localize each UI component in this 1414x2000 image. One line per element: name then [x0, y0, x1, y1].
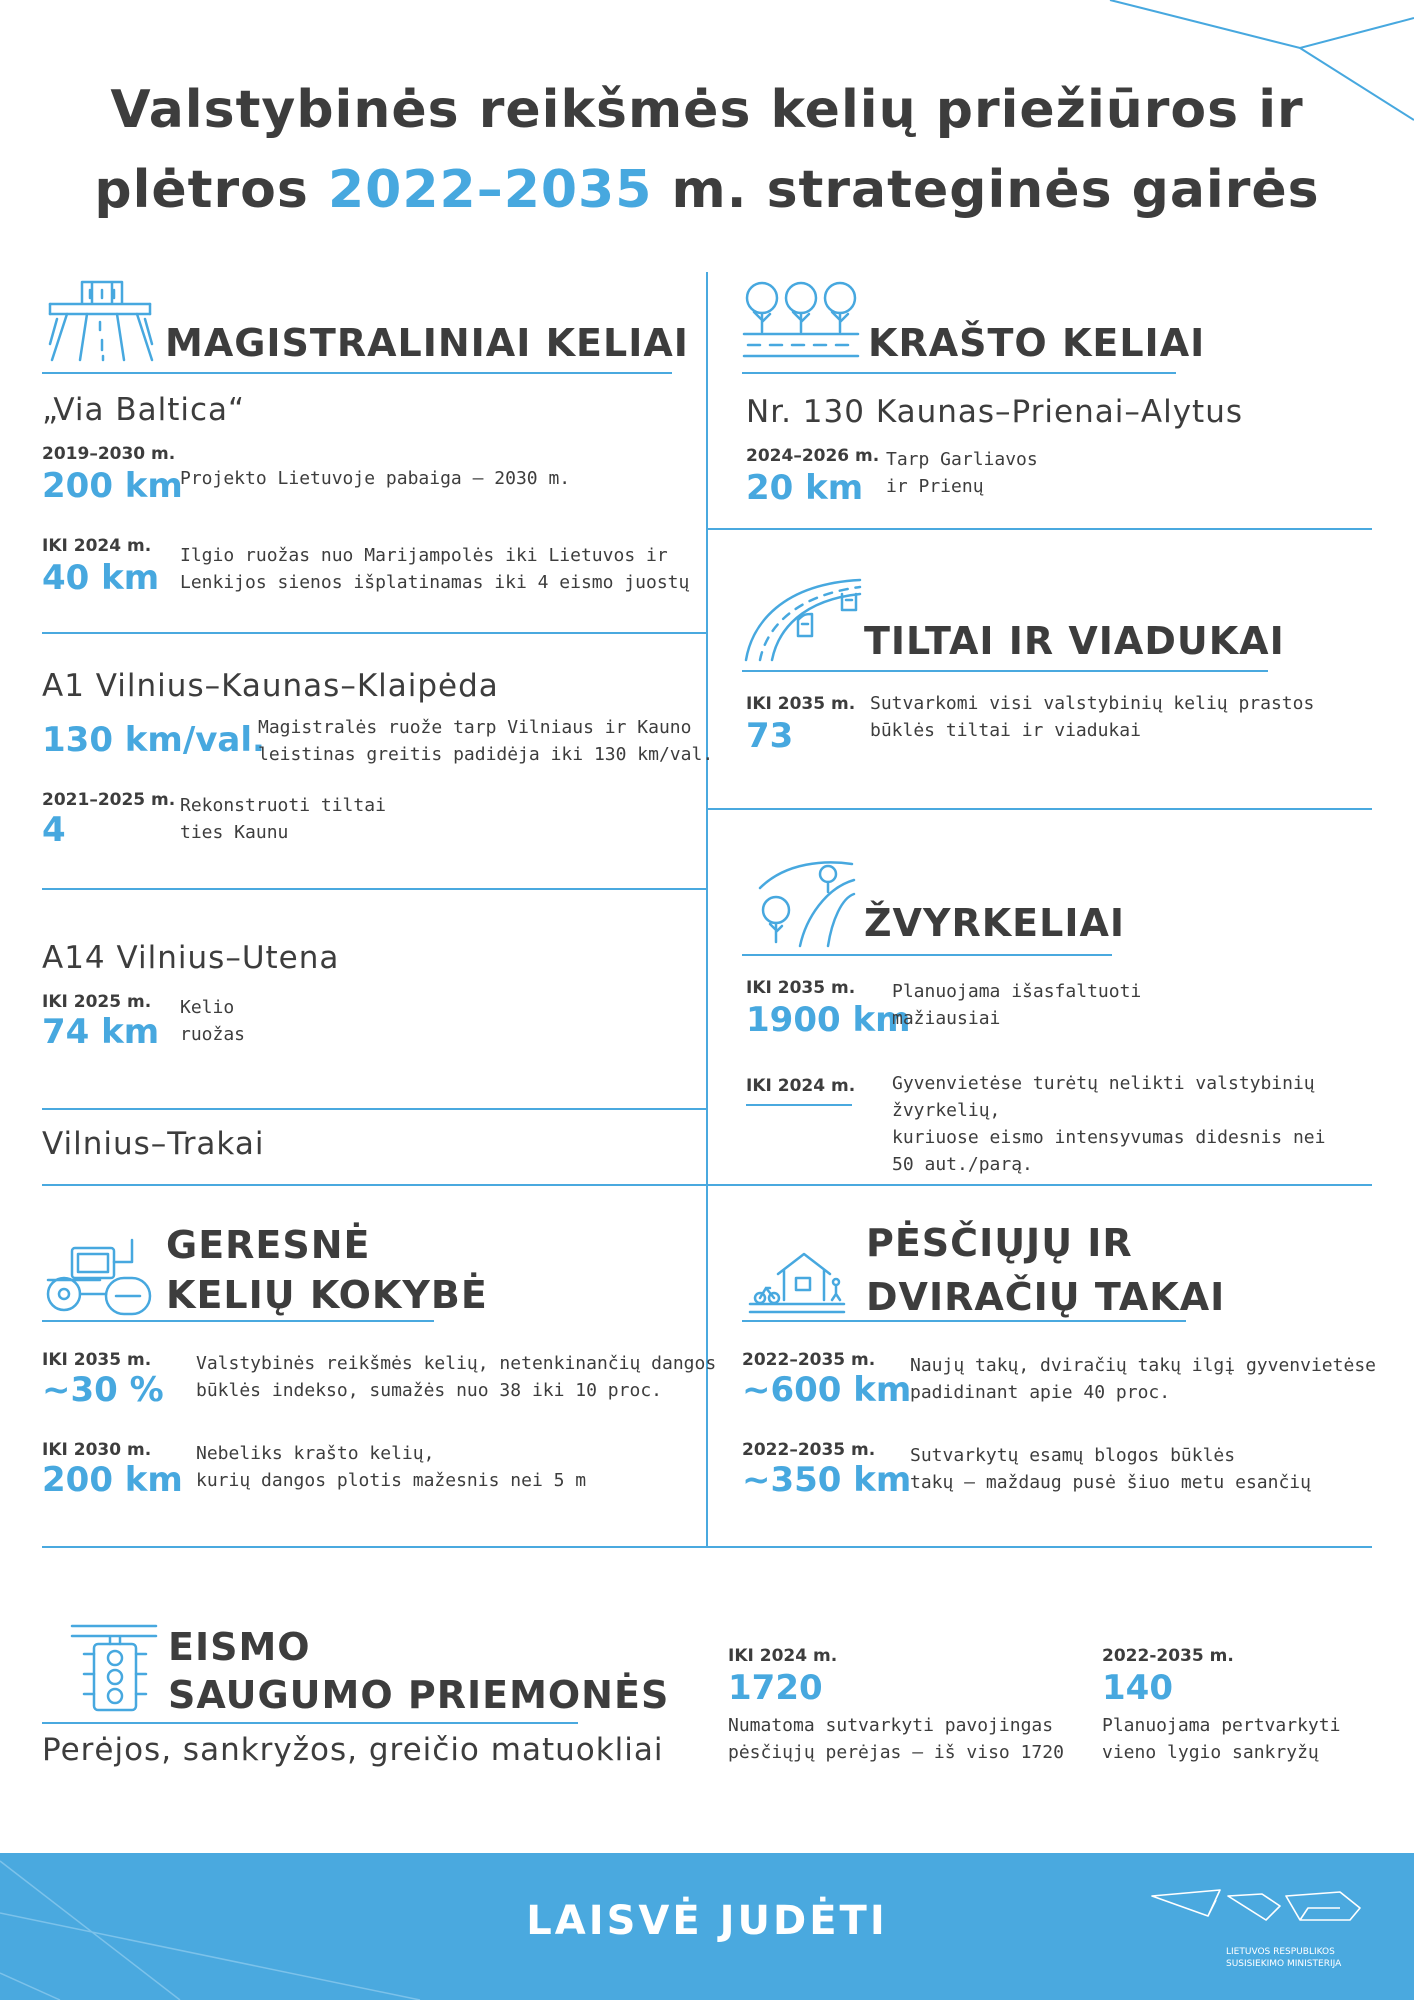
divider-a14	[42, 1108, 706, 1110]
a1-speed-desc: Magistralės ruože tarp Vilniaus ir Kauno leistinas greitis padidėja iki 130 km/val.	[258, 717, 714, 765]
takai-desc-2: Sutvarkytų esamų blogos būklės takų – maždaug pusė šiuo metu esančių	[910, 1445, 1311, 1493]
a1-desc: Rekonstruoti tiltai ties Kaunu	[180, 795, 386, 843]
takai-value-2: ~350 km	[742, 1460, 912, 1500]
kokybe-underline	[42, 1320, 434, 1322]
via-baltica-year-2: IKI 2024 m.	[42, 536, 152, 556]
takai-year-2: 2022–2035 m.	[742, 1440, 876, 1460]
title-post: m. strateginės gairės	[652, 160, 1320, 220]
krasto-title: KRAŠTO KELIAI	[868, 321, 1206, 365]
eismo-desc-1: Numatoma sutvarkyti pavojingas pėsčiųjų perėjas – iš viso 1720	[728, 1715, 1064, 1763]
takai-desc-1: Naujų takų, dviračių takų ilgį gyvenvietėse padidinant apie 40 proc.	[910, 1355, 1376, 1403]
trakai-name: Vilnius–Trakai	[42, 1126, 265, 1162]
takai-title-1: PĖSČIŲJŲ IR	[866, 1221, 1133, 1265]
kokybe-year-2: IKI 2030 m.	[42, 1440, 152, 1460]
ministry-logo-icon	[1150, 1886, 1366, 1936]
a14-value: 74 km	[42, 1012, 160, 1052]
title-line1: Valstybinės reikšmės kelių priežiūros ir	[110, 80, 1304, 140]
zvyrkeliai-underline	[742, 954, 1112, 956]
pedestrian-bike-icon	[748, 1244, 848, 1316]
via-baltica-name: „Via Baltica“	[42, 392, 246, 428]
a14-name: A14 Vilnius–Utena	[42, 940, 340, 976]
title-pre: plėtros	[94, 160, 328, 220]
via-baltica-value-2: 40 km	[42, 558, 160, 598]
zvyrkeliai-year-1: IKI 2035 m.	[746, 978, 856, 998]
page-title	[0, 70, 1414, 230]
eismo-year-1: IKI 2024 m.	[728, 1646, 838, 1666]
gravel-road-icon	[756, 858, 856, 948]
traffic-light-icon	[70, 1624, 160, 1714]
kokybe-desc-2: Nebeliks krašto kelių, kurių dangos plotis mažesnis nei 5 m	[196, 1443, 587, 1491]
title-years: 2022–2035	[327, 160, 653, 220]
takai-year-1: 2022–2035 m.	[742, 1350, 876, 1370]
highway-icon	[42, 274, 157, 364]
krasto-road: Nr. 130 Kaunas–Prienai–Alytus	[746, 394, 1243, 430]
via-baltica-year-1: 2019–2030 m.	[42, 444, 176, 464]
a1-value: 4	[42, 810, 66, 850]
eismo-title-2: SAUGUMO PRIEMONĖS	[168, 1673, 670, 1717]
takai-value-1: ~600 km	[742, 1370, 912, 1410]
takai-underline	[742, 1320, 1186, 1322]
via-baltica-desc-1: Projekto Lietuvoje pabaiga – 2030 m.	[180, 468, 571, 489]
zvyrkeliai-title: ŽVYRKELIAI	[864, 901, 1126, 945]
kokybe-value-2: 200 km	[42, 1460, 183, 1500]
divider-a1	[42, 888, 706, 890]
kokybe-title-2: KELIŲ KOKYBĖ	[166, 1273, 488, 1317]
zvyrkeliai-desc-2: Gyvenvietėse turėtų nelikti valstybinių žvyrkelių, kuriuose eismo intensyvumas didesnis nei 50 aut./parą.	[892, 1073, 1326, 1175]
via-baltica-value-1: 200 km	[42, 466, 183, 506]
tiltai-year: IKI 2035 m.	[746, 694, 856, 714]
eismo-year-2: 2022-2035 m.	[1102, 1646, 1234, 1666]
kokybe-value-1: ~30 %	[42, 1370, 164, 1410]
krasto-desc: Tarp Garliavos ir Prienų	[886, 449, 1038, 497]
footer-slogan: LAISVĖ JUDĖTI	[526, 1898, 888, 1944]
eismo-value-2: 140	[1102, 1668, 1173, 1708]
divider-trakai	[42, 1184, 1372, 1186]
krasto-value: 20 km	[746, 468, 864, 508]
divider-tiltai	[706, 808, 1372, 810]
road-roller-icon	[44, 1234, 156, 1318]
via-baltica-desc-2: Ilgio ruožas nuo Marijampolės iki Lietuvos ir Lenkijos sienos išplatinamas iki 4 eismo juostų	[180, 545, 690, 593]
magistral-title: MAGISTRALINIAI KELIAI	[165, 321, 689, 365]
trees-road-icon	[742, 276, 860, 360]
tiltai-desc: Sutvarkomi visi valstybinių kelių prastos būklės tiltai ir viadukai	[870, 693, 1315, 741]
eismo-value-1: 1720	[728, 1668, 823, 1708]
kokybe-year-1: IKI 2035 m.	[42, 1350, 152, 1370]
divider-bottom	[42, 1546, 1372, 1548]
divider-via-baltica	[42, 632, 706, 634]
a14-year: IKI 2025 m.	[42, 992, 152, 1012]
a1-speed: 130 km/val.	[42, 720, 265, 760]
tiltai-underline	[742, 670, 1268, 672]
a1-name: A1 Vilnius–Kaunas–Klaipėda	[42, 668, 499, 704]
krasto-year: 2024–2026 m.	[746, 446, 880, 466]
a14-desc: Kelio ruožas	[180, 997, 246, 1045]
krasto-underline	[742, 372, 1176, 374]
kokybe-desc-1: Valstybinės reikšmės kelių, netenkinančių dangos būklės indekso, sumažės nuo 38 iki 10 proc.	[196, 1353, 717, 1401]
zvyrkeliai-desc-1: Planuojama išasfaltuoti mažiausiai	[892, 981, 1142, 1029]
eismo-title-1: EISMO	[168, 1625, 311, 1669]
bridge-icon	[742, 574, 862, 664]
ministry-name: LIETUVOS RESPUBLIKOS SUSISIEKIMO MINISTERIJA	[1226, 1947, 1342, 1969]
eismo-desc-2: Planuojama pertvarkyti vieno lygio sankryžų	[1102, 1715, 1341, 1763]
eismo-subtitle: Perėjos, sankryžos, greičio matuokliai	[42, 1732, 664, 1768]
zvyrkeliai-year-underline	[746, 1104, 852, 1106]
zvyrkeliai-value-1: 1900 km	[746, 1000, 911, 1040]
title-line2	[0, 150, 1414, 230]
takai-title-2: DVIRAČIŲ TAKAI	[866, 1275, 1226, 1319]
tiltai-title: TILTAI IR VIADUKAI	[864, 619, 1285, 663]
zvyrkeliai-year-2: IKI 2024 m.	[746, 1076, 856, 1096]
tiltai-value: 73	[746, 716, 794, 756]
divider-krasto	[706, 528, 1372, 530]
kokybe-title-1: GERESNĖ	[166, 1223, 371, 1267]
eismo-underline	[42, 1722, 578, 1724]
magistral-underline	[42, 372, 672, 374]
a1-year: 2021–2025 m.	[42, 790, 176, 810]
